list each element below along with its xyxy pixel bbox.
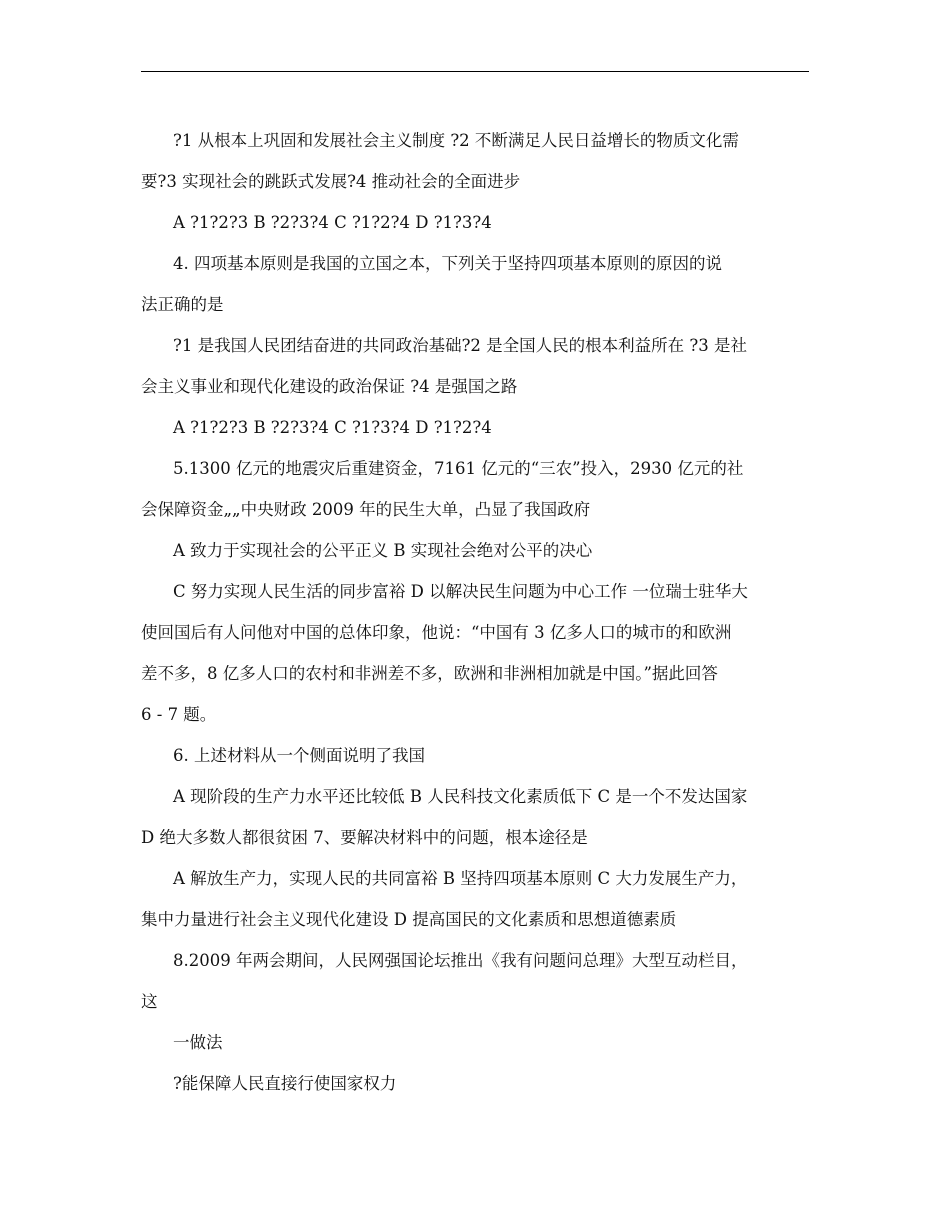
text-line: D 绝大多数人都很贫困 7、要解决材料中的问题，根本途径是 [141,828,588,847]
text-line: 这 [141,992,158,1011]
text-line: 集中力量进行社会主义现代化建设 D 提高国民的文化素质和思想道德素质 [141,910,677,929]
text-line: ?1 是我国人民团结奋进的共同政治基础?2 是全国人民的根本利益所在 ?3 是社 [173,336,748,355]
text-line: 会主义事业和现代化建设的政治保证 ?4 是强国之路 [141,377,518,396]
header-rule [141,71,809,72]
question-line: 8.2009 年两会期间，人民网强国论坛推出《我有问题问总理》大型互动栏目， [173,951,748,970]
text-line: 一做法 [173,1033,223,1052]
text-line: ?1 从根本上巩固和发展社会主义制度 ?2 不断满足人民日益增长的物质文化需 [173,131,739,150]
document-body [141,120,813,1104]
text-line: 6 - 7 题。 [141,705,217,724]
text-line: A 致力于实现社会的公平正义 B 实现社会绝对公平的决心 [173,541,593,560]
text-line: 差不多，8 亿多人口的农村和非洲差不多，欧洲和非洲相加就是中国。”据此回答 [141,664,718,683]
text-line: A 现阶段的生产力水平还比较低 B 人民科技文化素质低下 C 是一个不发达国家 [173,787,748,806]
text-line: 要?3 实现社会的跳跃式发展?4 推动社会的全面进步 [141,172,521,191]
text-line: C 努力实现人民生活的同步富裕 D 以解决民生问题为中心工作 一位瑞士驻华大 [173,582,748,601]
text-line: A ?1?2?3 B ?2?3?4 C ?1?2?4 D ?1?3?4 [173,213,492,232]
text-line: A ?1?2?3 B ?2?3?4 C ?1?3?4 D ?1?2?4 [173,418,492,437]
text-line: 法正确的是 [141,295,224,314]
text-line: A 解放生产力，实现人民的共同富裕 B 坚持四项基本原则 C 大力发展生产力， [173,869,748,888]
text-line: 使回国后有人问他对中国的总体印象，他说：“中国有 3 亿多人口的城市的和欧洲 [141,623,732,642]
question-line: 4. 四项基本原则是我国的立国之本，下列关于坚持四项基本原则的原因的说 [173,254,722,273]
text-line: ?能保障人民直接行使国家权力 [173,1074,397,1093]
text-line: 会保障资金„„中央财政 2009 年的民生大单，凸显了我国政府 [141,500,591,519]
question-line: 6. 上述材料从一个侧面说明了我国 [173,746,425,765]
question-line: 5.1300 亿元的地震灾后重建资金，7161 亿元的“三农”投入，2930 亿元的社 [173,459,744,478]
